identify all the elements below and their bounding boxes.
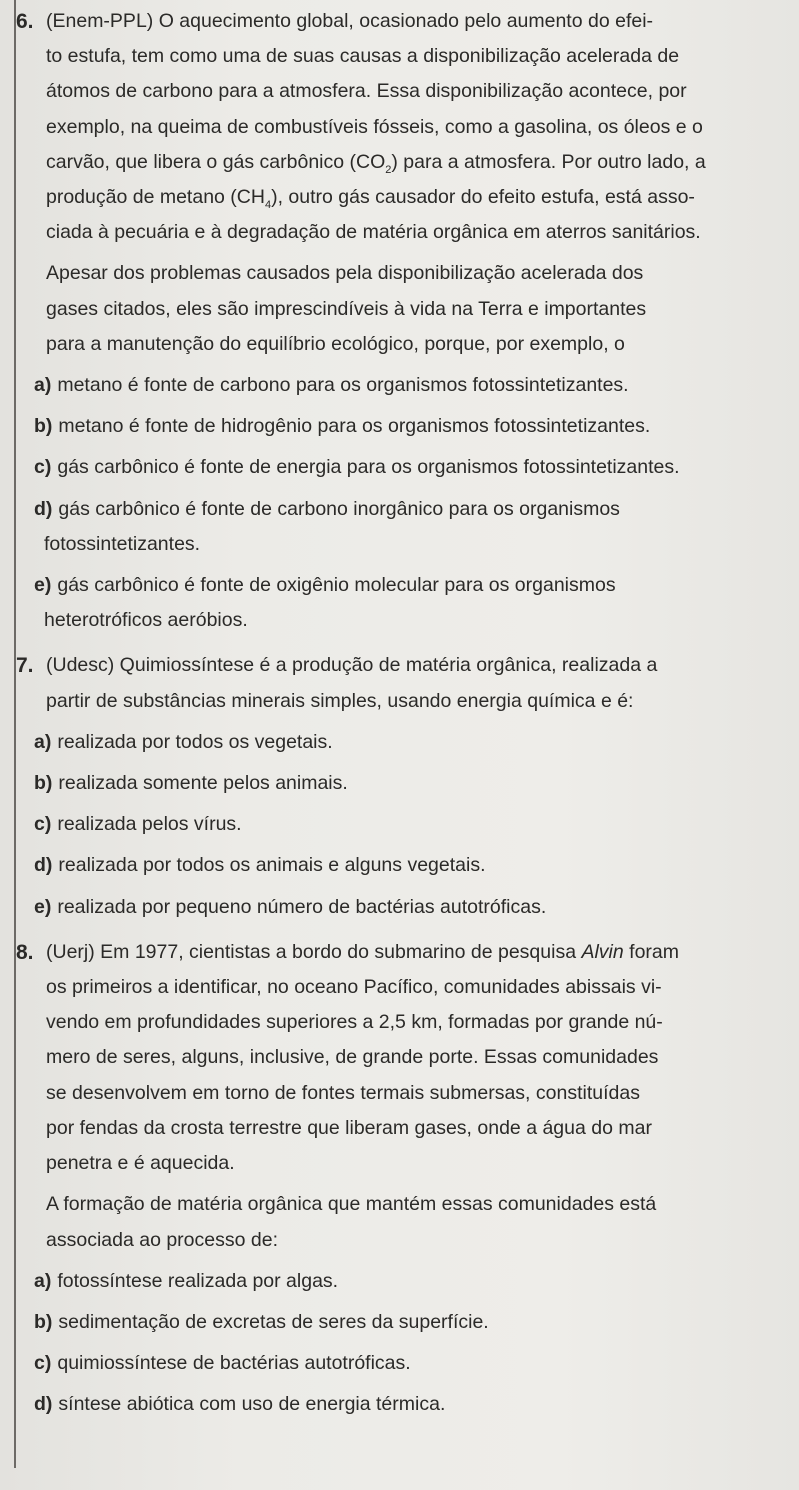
question-number: 6.: [16, 10, 34, 33]
stem-line: mero de seres, alguns, inclusive, de grande porte. Essas comunidades: [46, 1046, 659, 1069]
answer-option[interactable]: [24, 450, 792, 485]
answer-option[interactable]: [24, 848, 792, 883]
stem-line: vendo em profundidades superiores a 2,5 km, formadas por grande nú-: [46, 1011, 663, 1034]
question-6: [16, 4, 792, 638]
stem-line: os primeiros a identificar, no oceano Pacífico, comunidades abissais vi-: [46, 976, 662, 999]
prompt-line: A formação de matéria orgânica que mantém essas comunidades está: [46, 1193, 657, 1216]
answer-option[interactable]: [24, 1305, 792, 1340]
question-stem: [24, 4, 792, 362]
answer-option[interactable]: [24, 807, 792, 842]
option-letter: c): [34, 813, 52, 836]
stem-line: ciada à pecuária e à degradação de matéria orgânica em aterros sanitários.: [46, 221, 701, 244]
stem-line: (Enem-PPL) O aquecimento global, ocasionado pelo aumento do efei-: [46, 10, 654, 32]
answer-option[interactable]: [24, 890, 792, 925]
stem-line: [46, 180, 792, 215]
option-text: síntese abiótica com uso de energia térmica.: [58, 1393, 446, 1416]
prompt-line: gases citados, eles são imprescindíveis à vida na Terra e importantes: [46, 297, 647, 320]
stem-line: [46, 935, 792, 970]
question-stem: [24, 935, 792, 1258]
option-text: realizada pelos vírus.: [57, 813, 242, 836]
stem-line: partir de substâncias minerais simples, usando energia química e é:: [46, 689, 634, 712]
question-number: 7.: [16, 654, 34, 678]
answer-option[interactable]: [24, 1346, 792, 1381]
option-text: gás carbônico é fonte de energia para os organismos fotossintetizantes.: [57, 456, 680, 479]
option-text: fotossíntese realizada por algas.: [57, 1269, 339, 1292]
option-text: gás carbônico é fonte de oxigênio molecular para os organismos: [57, 574, 616, 597]
option-letter: d): [34, 854, 53, 877]
option-text: realizada por todos os animais e alguns vegetais.: [58, 854, 486, 877]
option-letter: b): [34, 772, 53, 795]
option-text: quimiossíntese de bactérias autotróficas.: [57, 1352, 411, 1375]
option-text: realizada por todos os vegetais.: [57, 730, 333, 753]
answer-option[interactable]: [24, 568, 792, 638]
submarine-name: Alvin: [581, 940, 624, 963]
stem-line: se desenvolvem em torno de fontes termais submersas, constituídas: [46, 1081, 640, 1104]
option-letter: e): [34, 574, 52, 597]
stem-text: carvão, que libera o gás carbônico (CO: [46, 150, 386, 173]
prompt-line: Apesar dos problemas causados pela disponibilização acelerada dos: [46, 262, 644, 285]
stem-line: penetra e é aquecida.: [46, 1152, 235, 1175]
option-letter: e): [34, 895, 52, 918]
question-stem: [24, 648, 792, 718]
option-text: metano é fonte de hidrogênio para os organismos fotossintetizantes.: [58, 415, 651, 438]
subscript: 2: [385, 163, 392, 176]
stem-line: to estufa, tem como uma de suas causas a disponibilização acelerada de: [46, 45, 680, 68]
question-number: 8.: [16, 940, 34, 964]
stem-line: átomos de carbono para a atmosfera. Essa disponibilização acontece, por: [46, 80, 687, 103]
option-letter: c): [34, 456, 52, 479]
stem-text: foram: [623, 940, 679, 963]
stem-line: por fendas da crosta terrestre que liberam gases, onde a água do mar: [46, 1116, 652, 1139]
page-content: [16, 4, 792, 1423]
answer-option[interactable]: [24, 409, 792, 444]
option-text: gás carbônico é fonte de carbono inorgânico para os organismos: [58, 497, 620, 520]
stem-line: exemplo, na queima de combustíveis fósseis, como a gasolina, os óleos e o: [46, 115, 703, 138]
stem-line: [46, 145, 792, 180]
option-text: realizada por pequeno número de bactérias autotróficas.: [57, 895, 547, 918]
answer-option[interactable]: [24, 1264, 792, 1299]
stem-text: ) para a atmosfera. Por outro lado, a: [391, 150, 706, 173]
stem-text: (Uerj) Em 1977, cientistas a bordo do submarino de pesquisa: [46, 940, 582, 963]
question-8: [16, 935, 792, 1423]
option-text: metano é fonte de carbono para os organismos fotossintetizantes.: [57, 374, 629, 397]
option-letter: a): [34, 730, 52, 753]
option-letter: b): [34, 1310, 53, 1333]
margin-rule: [14, 0, 16, 1468]
answer-option[interactable]: [24, 492, 792, 562]
option-text: sedimentação de excretas de seres da superfície.: [58, 1310, 489, 1333]
answer-option[interactable]: [24, 1387, 792, 1422]
prompt-line: associada ao processo de:: [46, 1228, 278, 1251]
option-letter: a): [34, 374, 52, 397]
question-7: [16, 648, 792, 924]
option-text: realizada somente pelos animais.: [58, 772, 348, 795]
option-text-continued: heterotróficos aeróbios.: [44, 609, 248, 632]
answer-option[interactable]: [24, 368, 792, 403]
answer-option[interactable]: [24, 725, 792, 760]
option-letter: d): [34, 1393, 53, 1416]
option-letter: b): [34, 415, 53, 438]
stem-line: (Udesc) Quimiossíntese é a produção de matéria orgânica, realizada a: [46, 654, 658, 677]
prompt-line: para a manutenção do equilíbrio ecológico, porque, por exemplo, o: [46, 332, 625, 355]
answer-option[interactable]: [24, 766, 792, 801]
option-letter: d): [34, 497, 53, 520]
option-letter: a): [34, 1269, 52, 1292]
stem-text: produção de metano (CH: [46, 186, 265, 209]
stem-text: ), outro gás causador do efeito estufa, está asso-: [271, 186, 695, 209]
subscript: 4: [264, 198, 272, 211]
option-text-continued: fotossintetizantes.: [44, 532, 201, 555]
option-letter: c): [34, 1352, 52, 1375]
